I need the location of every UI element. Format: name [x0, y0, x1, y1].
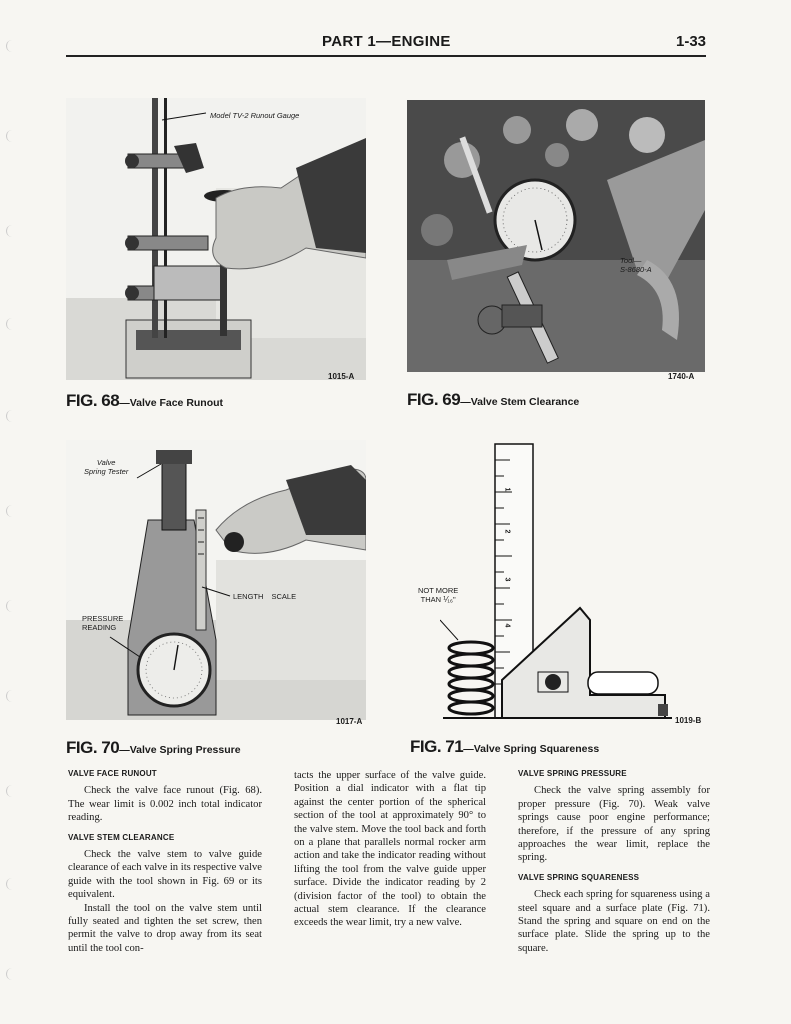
page-number: 1-33 [676, 33, 707, 50]
header-rule [66, 55, 706, 57]
fig69-caption [407, 390, 579, 410]
margin-mark [6, 318, 12, 330]
margin-mark [6, 410, 12, 422]
callout-spring-tester-line1: Valve [96, 458, 116, 467]
fig71-caption [410, 737, 599, 757]
callout-leader [135, 460, 165, 480]
text-column-left [68, 767, 262, 955]
fig68-caption-text: —Valve Face Runout [119, 397, 224, 409]
fig70-code: 1017-A [336, 717, 363, 726]
callout-tool-line1: Tool— [620, 256, 642, 265]
paragraph: Check each spring for squareness using a steel square and a surface plate (Fig. 71). Stand the spring and square on end on the surface plate. Slide the spring up to the square. [518, 889, 710, 954]
fig69-number: FIG. 69 [407, 390, 461, 409]
valve-stem-tool-illustration [407, 100, 705, 372]
fig68-code: 1015-A [328, 372, 355, 381]
fig68-number: FIG. 68 [66, 391, 120, 410]
fig70-number: FIG. 70 [66, 738, 120, 757]
callout-pressure-line1: PRESSURE [82, 614, 124, 623]
margin-mark [6, 968, 12, 980]
callout-tool-label [620, 256, 652, 274]
heading-valve-spring-squareness: VALVE SPRING SQUARENESS [518, 872, 640, 882]
spring-tester-illustration [66, 440, 366, 720]
callout-spring-tester-line2: Spring Tester [84, 467, 129, 476]
callout-not-more-than [418, 586, 458, 604]
scale-mark-3: 3 [503, 577, 511, 582]
margin-mark [6, 690, 12, 702]
fig70-caption-text: —Valve Spring Pressure [119, 744, 241, 756]
callout-pressure-line2: READING [82, 623, 117, 632]
scale-mark-1: 1 [503, 487, 511, 492]
margin-mark [6, 505, 12, 517]
callout-not-more-line2: THAN ⅟₁₆" [420, 595, 456, 604]
callout-runout-gauge: Model TV-2 Runout Gauge [210, 111, 300, 120]
paragraph: Check the valve stem to valve guide clearance of each valve in its respective valve guide with the tool shown in Fig. 69 or its equivalent. [68, 849, 262, 901]
fig69-code: 1740-A [668, 372, 695, 381]
paragraph: tacts the upper surface of the valve guide. Position a dial indicator with a flat tip against the center portion of the spherical section of the tool at approximately 90° to the valve stem. Move the tool back and forth on a plane that parallels normal rocker arm action and take the indicator reading without lifting the tool from the valve guide upper surface. Divide the indicator reading by 2 (division factor of the tool) to obtain the actual stem clearance. If the clearance exceeds the wear limit, try a new valve. [294, 770, 486, 929]
callout-not-more-line1: NOT MORE [418, 586, 459, 595]
fig71-number: FIG. 71 [410, 737, 464, 756]
fig69-caption-text: —Valve Stem Clearance [460, 396, 580, 408]
paragraph: Install the tool on the valve stem until fully seated and tighten the set screw, then permit the valve to drop away from its seat until the tool con- [68, 902, 262, 954]
callout-leader [160, 110, 210, 124]
margin-mark [6, 130, 12, 142]
callout-leader [200, 585, 234, 599]
fig69-photo [407, 100, 705, 372]
margin-mark [6, 878, 12, 890]
fig71-code: 1019-B [675, 716, 702, 725]
page-header-title: PART 1—ENGINE [322, 33, 451, 50]
margin-mark [6, 785, 12, 797]
callout-spring-tester [84, 458, 128, 476]
text-column-middle [294, 769, 486, 930]
text-column-right [518, 767, 710, 955]
heading-valve-spring-pressure: VALVE SPRING PRESSURE [518, 769, 627, 778]
scale-mark-4: 4 [503, 623, 511, 628]
heading-valve-face-runout: VALVE FACE RUNOUT [68, 769, 157, 778]
runout-gauge-illustration [66, 98, 366, 380]
fig71-caption-text: —Valve Spring Squareness [463, 743, 600, 755]
callout-leader [108, 635, 144, 661]
paragraph: Check the valve spring assembly for proper pressure (Fig. 70). Weak valve springs cause poor engine performance; therefore, if the pressure of any spring approaches the wear limit, replace the spring. [518, 785, 710, 864]
margin-mark [6, 225, 12, 237]
fig70-caption [66, 738, 241, 758]
scale-mark-2: 2 [503, 529, 511, 534]
fig68-caption [66, 391, 223, 411]
margin-mark [6, 600, 12, 612]
paragraph: Check the valve face runout (Fig. 68). The wear limit is 0.002 inch total indicator reading. [68, 785, 262, 824]
margin-mark [6, 40, 12, 52]
fig71-illustration [440, 440, 680, 725]
heading-valve-stem-clearance: VALVE STEM CLEARANCE [68, 832, 175, 842]
callout-tool-line2: S-8680-A [620, 265, 652, 274]
fig68-photo [66, 98, 366, 380]
callout-length-scale: LENGTH SCALE [233, 592, 297, 601]
callout-pressure-reading [82, 614, 123, 632]
fig70-photo [66, 440, 366, 720]
